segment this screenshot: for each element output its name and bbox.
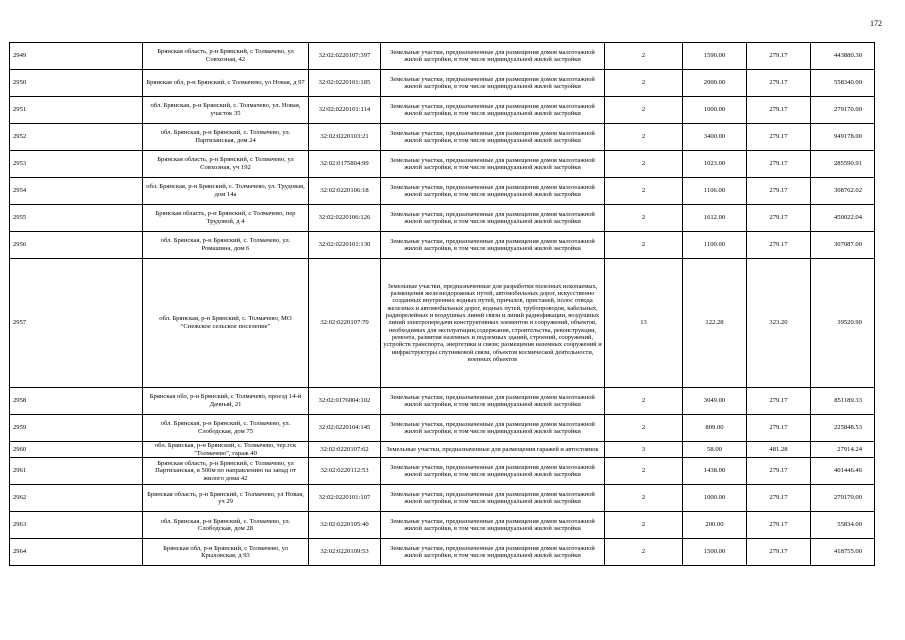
rate-cell: 279.17 <box>747 97 811 124</box>
cadastral-value-cell: 401446.46 <box>811 458 875 485</box>
table-row <box>10 485 875 512</box>
table-row <box>10 124 875 151</box>
land-use-cell: Земельные участки, предназначенные для размещения домов малоэтажной жилой застройки, в том числе индивидуальной жилой застройки <box>381 388 605 415</box>
area-cell: 3400.00 <box>683 124 747 151</box>
land-use-cell: Земельные участки, предназначенные для размещения домов малоэтажной жилой застройки, в том числе индивидуальной жилой застройки <box>381 415 605 442</box>
cadastral-value-cell: 285590.91 <box>811 151 875 178</box>
cadastral-number-cell: 32:02:0220101:185 <box>309 70 381 97</box>
table-row <box>10 259 875 388</box>
land-use-cell: Земельные участки, предназначенные для размещения домов малоэтажной жилой застройки, в том числе индивидуальной жилой застройки <box>381 43 605 70</box>
table-row <box>10 539 875 566</box>
cadastral-value-cell: 27914.24 <box>811 442 875 458</box>
table-row <box>10 232 875 259</box>
area-cell: 122.28 <box>683 259 747 388</box>
table-row <box>10 388 875 415</box>
address-cell: Брянская область, р-н Брянский, с Толмачево, ул Партизанская, в 500м по направлению на запад от жилого дома 42 <box>143 458 309 485</box>
cadastral-number-cell: 32:02:0220101:114 <box>309 97 381 124</box>
row-number: 2957 <box>10 259 143 388</box>
rate-cell: 279.17 <box>747 124 811 151</box>
row-number: 2964 <box>10 539 143 566</box>
area-cell: 1023.00 <box>683 151 747 178</box>
cadastral-number-cell: 32:02:0220105:40 <box>309 512 381 539</box>
page-number: 172 <box>870 19 882 28</box>
table-row <box>10 151 875 178</box>
land-use-cell: Земельные участки, предназначенные для размещения домов малоэтажной жилой застройки, в том числе индивидуальной жилой застройки <box>381 205 605 232</box>
cadastral-value-cell: 279170.00 <box>811 97 875 124</box>
address-cell: обл. Брянская, р-н Брянский, с. Толмачево, ул. Партизанская, дом 24 <box>143 124 309 151</box>
rate-cell: 279.17 <box>747 458 811 485</box>
land-use-cell: Земельные участки, предназначенные для размещения домов малоэтажной жилой застройки, в том числе индивидуальной жилой застройки <box>381 539 605 566</box>
group-cell: 2 <box>605 512 683 539</box>
table-row <box>10 442 875 458</box>
cadastral-value-cell: 39520.90 <box>811 259 875 388</box>
group-cell: 2 <box>605 205 683 232</box>
area-cell: 1100.00 <box>683 232 747 259</box>
row-number: 2950 <box>10 70 143 97</box>
group-cell: 2 <box>605 70 683 97</box>
group-cell: 2 <box>605 458 683 485</box>
area-cell: 1000.00 <box>683 97 747 124</box>
group-cell: 3 <box>605 442 683 458</box>
cadastral-value-cell: 949178.00 <box>811 124 875 151</box>
address-cell: Брянская область, р-н Брянский, с Толмачево, ул Новая, уч 29 <box>143 485 309 512</box>
land-use-cell: Земельные участки, предназначенные для размещения домов малоэтажной жилой застройки, в том числе индивидуальной жилой застройки <box>381 232 605 259</box>
table-row <box>10 97 875 124</box>
table-row <box>10 178 875 205</box>
area-cell: 1000.00 <box>683 485 747 512</box>
rate-cell: 279.17 <box>747 70 811 97</box>
area-cell: 1438.00 <box>683 458 747 485</box>
cadastral-value-cell: 279170.00 <box>811 485 875 512</box>
rate-cell: 279.17 <box>747 178 811 205</box>
land-use-cell: Земельные участки, предназначенные для размещения домов малоэтажной жилой застройки, в том числе индивидуальной жилой застройки <box>381 124 605 151</box>
group-cell: 2 <box>605 415 683 442</box>
rate-cell: 279.17 <box>747 539 811 566</box>
rate-cell: 279.17 <box>747 512 811 539</box>
area-cell: 809.00 <box>683 415 747 442</box>
table-row <box>10 512 875 539</box>
table-row <box>10 70 875 97</box>
row-number: 2954 <box>10 178 143 205</box>
address-cell: обл. Брянская, р-н Брянский, с. Толмачево, ул. Новая, участок 35 <box>143 97 309 124</box>
rate-cell: 323.20 <box>747 259 811 388</box>
row-number: 2961 <box>10 458 143 485</box>
cadastral-number-cell: 32:02:0220107:62 <box>309 442 381 458</box>
land-use-cell: Земельные участки, предназначенные для размещения домов малоэтажной жилой застройки, в том числе индивидуальной жилой застройки <box>381 512 605 539</box>
cadastral-number-cell: 32:02:0220101:130 <box>309 232 381 259</box>
address-cell: обл. Брянская, р-н Брянский, с. Толмачево, ул. Слободская, дом 75 <box>143 415 309 442</box>
area-cell: 1500.00 <box>683 539 747 566</box>
table-row <box>10 415 875 442</box>
cadastral-value-cell: 55834.00 <box>811 512 875 539</box>
rate-cell: 279.17 <box>747 485 811 512</box>
row-number: 2963 <box>10 512 143 539</box>
address-cell: Брянская обл, р-н Брянский, с Толмачево, ул Новая, д 97 <box>143 70 309 97</box>
area-cell: 58.00 <box>683 442 747 458</box>
rate-cell: 481.28 <box>747 442 811 458</box>
group-cell: 2 <box>605 388 683 415</box>
address-cell: Брянская область, р-н Брянский, с Толмачево, ул Совхозная, 42 <box>143 43 309 70</box>
group-cell: 2 <box>605 232 683 259</box>
cadastral-value-cell: 851189.33 <box>811 388 875 415</box>
land-use-cell: Земельные участки, предназначенные для размещения домов малоэтажной жилой застройки, в том числе индивидуальной жилой застройки <box>381 458 605 485</box>
cadastral-value-cell: 308762.02 <box>811 178 875 205</box>
table-row <box>10 458 875 485</box>
rate-cell: 279.17 <box>747 232 811 259</box>
land-use-cell: Земельные участки, предназначенные для размещения домов малоэтажной жилой застройки, в том числе индивидуальной жилой застройки <box>381 178 605 205</box>
row-number: 2952 <box>10 124 143 151</box>
rate-cell: 279.17 <box>747 388 811 415</box>
area-cell: 1612.00 <box>683 205 747 232</box>
land-use-cell: Земельные участки, предназначенные для размещения домов малоэтажной жилой застройки, в том числе индивидуальной жилой застройки <box>381 97 605 124</box>
area-cell: 200.00 <box>683 512 747 539</box>
land-use-cell: Земельные участки, предназначенные для размещения домов малоэтажной жилой застройки, в том числе индивидуальной жилой застройки <box>381 151 605 178</box>
area-cell: 2000.00 <box>683 70 747 97</box>
row-number: 2949 <box>10 43 143 70</box>
group-cell: 2 <box>605 151 683 178</box>
group-cell: 2 <box>605 485 683 512</box>
group-cell: 2 <box>605 178 683 205</box>
land-use-cell: Земельные участки, предназначенные для размещения домов малоэтажной жилой застройки, в том числе индивидуальной жилой застройки <box>381 70 605 97</box>
cadastral-value-cell: 418755.00 <box>811 539 875 566</box>
cadastral-value-table <box>9 42 875 566</box>
land-use-cell: Земельные участки, предназначенные для размещения домов малоэтажной жилой застройки, в том числе индивидуальной жилой застройки <box>381 485 605 512</box>
rate-cell: 279.17 <box>747 205 811 232</box>
address-cell: Брянская область, р-н Брянский, с Толмачево, пер Трудовой, д 4 <box>143 205 309 232</box>
area-cell: 1590.00 <box>683 43 747 70</box>
row-number: 2958 <box>10 388 143 415</box>
row-number: 2960 <box>10 442 143 458</box>
address-cell: обл. Брянская, р-н Брянский, с. Толмачево, тер.гск "Толмачево", гараж 40 <box>143 442 309 458</box>
cadastral-number-cell: 32:02:0220106:126 <box>309 205 381 232</box>
cadastral-number-cell: 32:02:0220107:70 <box>309 259 381 388</box>
cadastral-number-cell: 32:02:0220104:145 <box>309 415 381 442</box>
rate-cell: 279.17 <box>747 151 811 178</box>
cadastral-value-cell: 307087.00 <box>811 232 875 259</box>
area-cell: 1106.00 <box>683 178 747 205</box>
address-cell: Брянская обл, р-н Брянский, с Толмачево, ул Крыловская, д 93 <box>143 539 309 566</box>
address-cell: обл. Брянская, р-н Брянский, с. Толмачево, МО "Снежское сельское поселение" <box>143 259 309 388</box>
row-number: 2951 <box>10 97 143 124</box>
table-row <box>10 205 875 232</box>
address-cell: обл. Брянская, р-н Брянский, с. Толмачево, ул. Ромашина, дом 6 <box>143 232 309 259</box>
group-cell: 13 <box>605 259 683 388</box>
address-cell: обл. Брянская, р-н Брянский, с. Толмачево, ул. Слободская, дом 28 <box>143 512 309 539</box>
cadastral-number-cell: 32:02:0176004:102 <box>309 388 381 415</box>
cadastral-number-cell: 32:02:0220106:18 <box>309 178 381 205</box>
row-number: 2953 <box>10 151 143 178</box>
land-use-cell: Земельные участки, предназначенные для размещения гаражей и автостоянок <box>381 442 605 458</box>
cadastral-number-cell: 32:02:0220103:21 <box>309 124 381 151</box>
cadastral-number-cell: 32:02:0220109:53 <box>309 539 381 566</box>
address-cell: обл. Брянская, р-н Брянский, с. Толмачево, ул. Трудовая, дом 14а <box>143 178 309 205</box>
rate-cell: 279.17 <box>747 43 811 70</box>
cadastral-number-cell: 32:02:0220107:397 <box>309 43 381 70</box>
cadastral-value-cell: 443880.30 <box>811 43 875 70</box>
row-number: 2955 <box>10 205 143 232</box>
group-cell: 2 <box>605 539 683 566</box>
cadastral-value-cell: 558340.00 <box>811 70 875 97</box>
cadastral-value-cell: 450022.04 <box>811 205 875 232</box>
cadastral-number-cell: 32:02:0175804:99 <box>309 151 381 178</box>
area-cell: 3049.00 <box>683 388 747 415</box>
cadastral-number-cell: 32:02:0220112:53 <box>309 458 381 485</box>
cadastral-number-cell: 32:02:0220101:107 <box>309 485 381 512</box>
group-cell: 2 <box>605 43 683 70</box>
row-number: 2962 <box>10 485 143 512</box>
cadastral-value-cell: 225848.53 <box>811 415 875 442</box>
address-cell: Брянская обл, р-н Брянский, с Толмачево, проезд 14-й Дачный, 21 <box>143 388 309 415</box>
row-number: 2959 <box>10 415 143 442</box>
address-cell: Брянская область, р-н Брянский, с Толмачево, ул Совхозная, уч 192 <box>143 151 309 178</box>
group-cell: 2 <box>605 97 683 124</box>
row-number: 2956 <box>10 232 143 259</box>
table-row <box>10 43 875 70</box>
rate-cell: 279.17 <box>747 415 811 442</box>
land-use-cell: Земельные участки, предназначенные для разработки полезных ископаемых, размещения железнодорожных путей, автомобильных дорог, искусственно созданных внутренних водных путей, причалов, пристаней, полос отвода железных и автомобильных дорог, водных путей, трубопроводов, кабельных, радиорелейных и воздушных линий связи и линий радиофикации, воздушных линий электропередачи конструктивных элементов и сооружений, объектов, необходимых для эксплуатации,содержания, строительства, реконструкции, ремонта, развития наземных и подземных зданий, строений, сооружений, устройств транспорта, энергетики и связи; размещения наземных сооружений и инфраструктуры спутниковой связи, объектов космической деятельности, военных объектов <box>381 259 605 388</box>
group-cell: 2 <box>605 124 683 151</box>
